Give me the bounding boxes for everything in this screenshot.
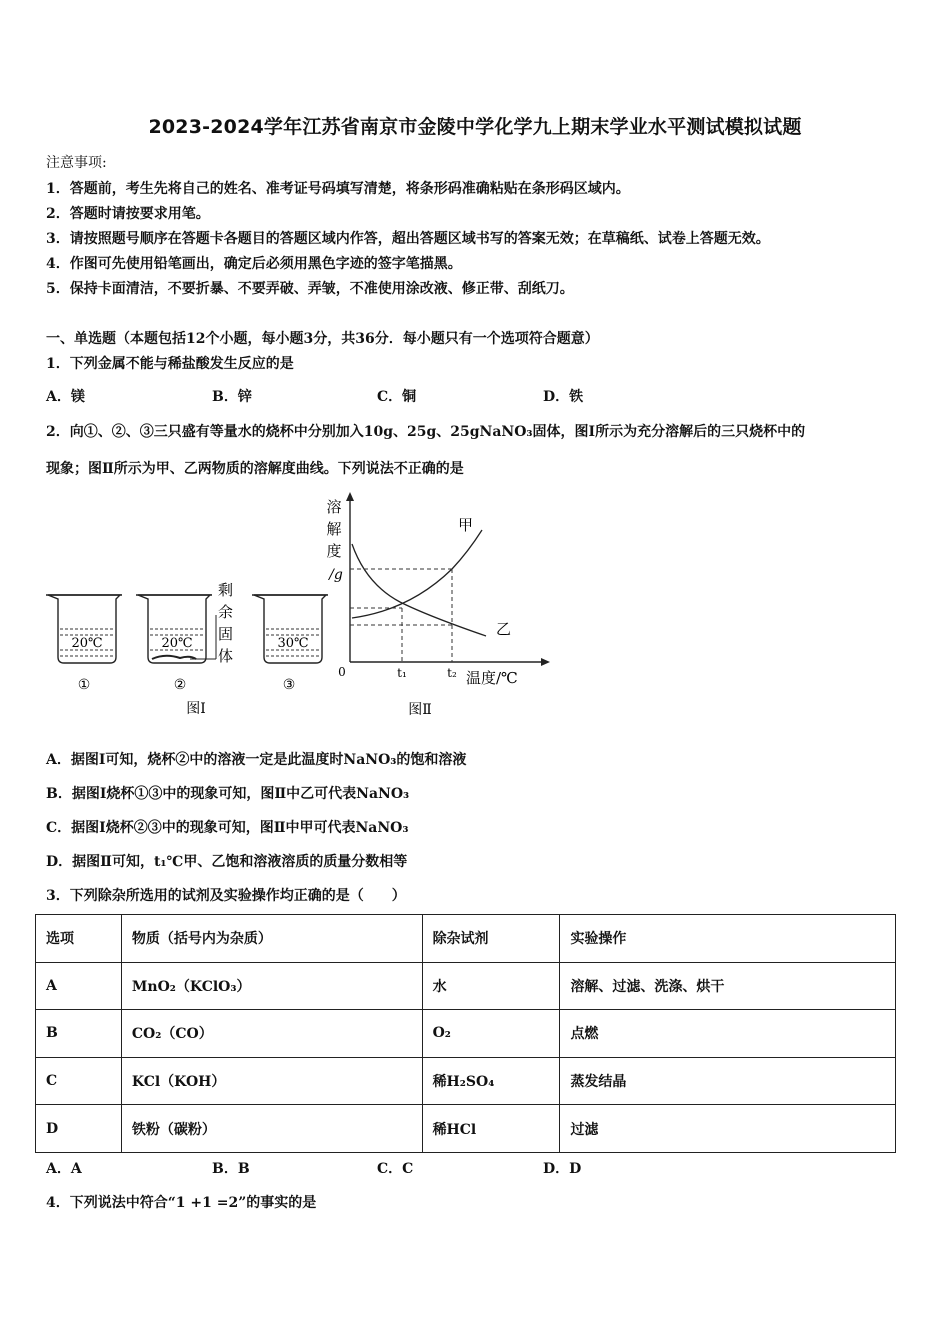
beaker-temp: 20℃	[161, 636, 193, 651]
table-header: 除杂试剂	[422, 915, 560, 963]
notice-item: 5．保持卡面清洁，不要折暴、不要弄破、弄皱，不准使用涂改液、修正带、刮纸刀。	[46, 281, 574, 297]
table-cell: MnO₂（KClO₃）	[121, 962, 422, 1010]
q2-option-c: C．据图Ⅰ烧杯②③中的现象可知，图Ⅱ中甲可代表NaNO₃	[46, 820, 409, 836]
beaker-label: ③	[282, 677, 296, 693]
ylabel-char: 度	[326, 542, 342, 560]
xlabel: 温度/℃	[466, 669, 518, 687]
q1-option-c: C．铜	[377, 389, 417, 405]
q2-option-d: D．据图Ⅱ可知，t₁℃甲、乙饱和溶液溶质的质量分数相等	[46, 854, 408, 870]
beaker-label: ②	[173, 677, 187, 693]
table-header: 选项	[36, 915, 122, 963]
q3-option-d: D．D	[543, 1161, 582, 1177]
tick-t1: t₁	[397, 666, 407, 680]
table-row	[36, 962, 896, 1010]
figure-1-caption: 图Ⅰ	[186, 701, 206, 717]
origin-label: 0	[338, 665, 346, 679]
question-2-stem: 2．向①、②、③三只盛有等量水的烧杯中分别加入10g、25g、25gNaNO₃固体，图Ⅰ所示为充分溶解后的三只烧杯中的	[46, 424, 806, 440]
q2-option-a: A．据图Ⅰ可知，烧杯②中的溶液一定是此温度时NaNO₃的饱和溶液	[46, 752, 467, 768]
ylabel-char: 溶	[326, 498, 342, 516]
figure-1-beakers	[40, 575, 340, 725]
notice-item: 4．作图可先使用铅笔画出，确定后必须用黑色字迹的签字笔描黑。	[46, 256, 462, 272]
beaker-temp: 20℃	[71, 636, 103, 651]
tick-t2: t₂	[447, 666, 457, 680]
beaker-label: ①	[77, 677, 91, 693]
table-cell: 稀HCl	[422, 1105, 560, 1153]
table-cell: D	[36, 1105, 122, 1153]
residue-label-char: 余	[218, 603, 234, 621]
question-3-stem: 3．下列除杂所选用的试剂及实验操作均正确的是（ ）	[46, 888, 406, 904]
q3-option-b: B．B	[212, 1161, 250, 1177]
residue-label-char: 体	[218, 647, 234, 665]
beaker-1	[46, 595, 122, 693]
table-cell: C	[36, 1057, 122, 1105]
table-cell: CO₂（CO）	[121, 1010, 422, 1058]
residue-label-char: 剩	[218, 581, 234, 599]
figure-2-solubility-chart	[320, 492, 560, 722]
section-heading: 一、单选题（本题包括12个小题，每小题3分，共36分．每小题只有一个选项符合题意）	[46, 331, 599, 347]
table-cell: B	[36, 1010, 122, 1058]
q3-option-c: C．C	[377, 1161, 414, 1177]
table-cell: 水	[422, 962, 560, 1010]
curve-yi	[352, 544, 486, 636]
q1-option-b: B．锌	[212, 389, 252, 405]
beaker-3	[252, 595, 328, 693]
table-row	[36, 1057, 896, 1105]
table-row	[36, 1010, 896, 1058]
ylabel-char: 解	[326, 520, 342, 538]
curve-jia	[352, 530, 482, 618]
table-header: 物质（括号内为杂质）	[121, 915, 422, 963]
table-cell: 铁粉（碳粉）	[121, 1105, 422, 1153]
table-cell: 点燃	[560, 1010, 896, 1058]
table-cell: 稀H₂SO₄	[422, 1057, 560, 1105]
question-1-stem: 1．下列金属不能与稀盐酸发生反应的是	[46, 356, 294, 372]
notice-heading: 注意事项:	[46, 155, 107, 171]
table-header-row	[36, 915, 896, 963]
q2-option-b: B．据图Ⅰ烧杯①③中的现象可知，图Ⅱ中乙可代表NaNO₃	[46, 786, 410, 802]
table-cell: 蒸发结晶	[560, 1057, 896, 1105]
page-title: 2023-2024学年江苏省南京市金陵中学化学九上期末学业水平测试模拟试题	[148, 116, 802, 138]
beaker-temp: 30℃	[277, 636, 309, 651]
figure-2-caption: 图Ⅱ	[408, 702, 432, 718]
curve-label-jia: 甲	[458, 516, 474, 534]
q1-option-a: A．镁	[46, 389, 85, 405]
table-cell: KCl（KOH）	[121, 1057, 422, 1105]
table-cell: 溶解、过滤、洗涤、烘干	[560, 962, 896, 1010]
x-axis-arrow	[541, 658, 550, 666]
q3-table	[35, 914, 896, 1153]
residue-label-char: 固	[218, 625, 234, 643]
q1-option-d: D．铁	[543, 389, 584, 405]
table-cell: 过滤	[560, 1105, 896, 1153]
beaker-2	[136, 595, 216, 693]
table-cell: O₂	[422, 1010, 560, 1058]
table-row	[36, 1105, 896, 1153]
notice-item: 3．请按照题号顺序在答题卡各题目的答题区域内作答，超出答题区域书写的答案无效；在草稿纸、试卷上答题无效。	[46, 231, 770, 247]
question-2-stem: 现象；图Ⅱ所示为甲、乙两物质的溶解度曲线。下列说法不正确的是	[46, 461, 464, 477]
notice-item: 1．答题前，考生先将自己的姓名、准考证号码填写清楚，将条形码准确粘贴在条形码区域内。	[46, 181, 630, 197]
question-4-stem: 4．下列说法中符合“1 +1 =2”的事实的是	[46, 1195, 317, 1211]
table-cell: A	[36, 962, 122, 1010]
notice-item: 2．答题时请按要求用笔。	[46, 206, 210, 222]
q3-option-a: A．A	[46, 1161, 82, 1177]
ylabel-char: /g	[329, 567, 343, 583]
curve-label-yi: 乙	[496, 620, 512, 638]
table-header: 实验操作	[560, 915, 896, 963]
y-axis-arrow	[346, 492, 354, 501]
